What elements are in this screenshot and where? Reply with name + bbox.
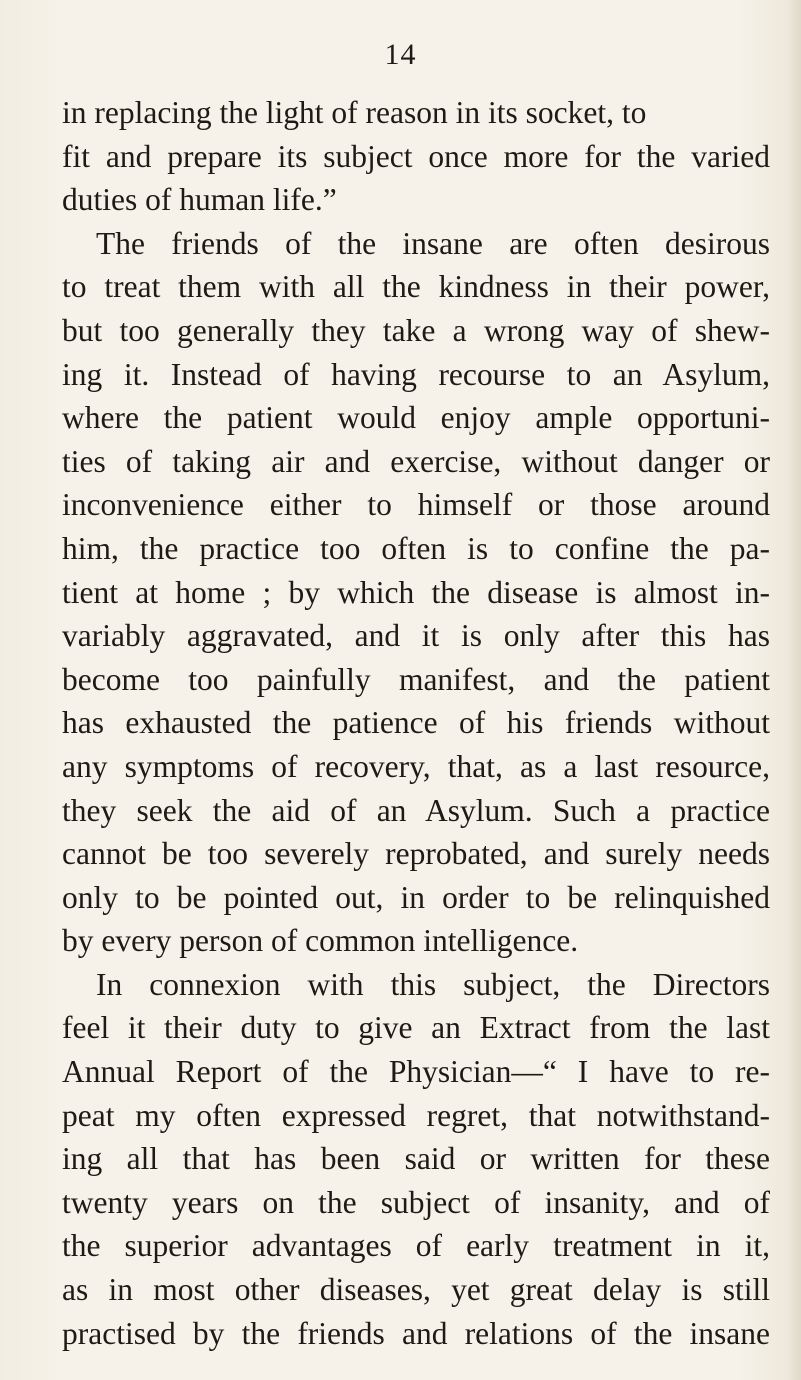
text-line: ties of taking air and exercise, without danger or xyxy=(62,443,770,479)
text-line: twenty years on the subject of insanity, and of xyxy=(62,1184,770,1220)
paragraph-start-line: The friends of the insane are often desirous xyxy=(96,225,770,261)
page-number: 14 xyxy=(384,38,417,71)
text-line: the superior advantages of early treatment in it, xyxy=(62,1228,770,1264)
text-line: feel it their duty to give an Extract from the last xyxy=(62,1010,770,1046)
text-line: variably aggravated, and it is only after this has xyxy=(62,618,770,654)
text-line: to treat them with all the kindness in their power, xyxy=(62,269,770,305)
text-line: has exhausted the patience of his friends without xyxy=(62,705,770,741)
text-line: fit and prepare its subject once more for the varied xyxy=(62,138,770,174)
text-line: any symptoms of recovery, that, as a last resource, xyxy=(62,748,770,784)
text-line: Annual Report of the Physician—“ I have to re- xyxy=(62,1054,770,1090)
text-line: ing it. Instead of having recourse to an Asylum, xyxy=(62,356,770,392)
text-line: inconvenience either to himself or those around xyxy=(62,487,770,523)
text-line: peat my often expressed regret, that notwithstand- xyxy=(62,1097,770,1133)
text-line: cannot be too severely reprobated, and surely needs xyxy=(62,836,770,872)
text-line: ing all that has been said or written for these xyxy=(62,1141,770,1177)
text-line: in replacing the light of reason in its socket, to xyxy=(62,95,647,130)
text-line: him, the practice too often is to confine the pa- xyxy=(62,530,770,566)
text-line: become too painfully manifest, and the patient xyxy=(62,661,770,697)
text-line: only to be pointed out, in order to be relinquished xyxy=(62,879,770,915)
text-line: as in most other diseases, yet great delay is still xyxy=(62,1272,770,1308)
text-line: where the patient would enjoy ample opportuni- xyxy=(62,400,770,436)
text-line: practised by the friends and relations of the insane xyxy=(62,1315,770,1351)
body-text xyxy=(62,91,770,1355)
text-line: but too generally they take a wrong way of shew- xyxy=(62,312,770,348)
text-line: tient at home ; by which the disease is almost in- xyxy=(62,574,770,610)
text-line: they seek the aid of an Asylum. Such a practice xyxy=(62,792,770,828)
paragraph-start-line: In connexion with this subject, the Directors xyxy=(96,966,770,1002)
page-edge-shadow xyxy=(787,0,801,1380)
text-line: duties of human life.” xyxy=(62,182,337,218)
text-line: by every person of common intelligence. xyxy=(62,923,579,959)
